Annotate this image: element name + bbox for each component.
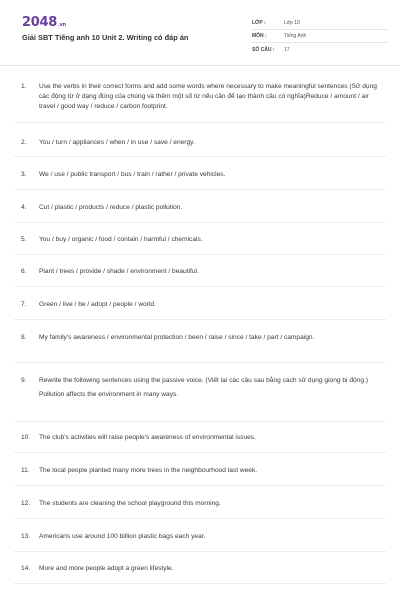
- divider: [14, 485, 386, 486]
- question-item: [0, 376, 400, 400]
- document-title: Giải SBT Tiếng anh 10 Unit 2. Writing có đáp án: [22, 33, 189, 42]
- divider: [14, 254, 386, 255]
- meta-value: Tiếng Anh: [284, 33, 307, 39]
- meta-value: Lớp 10: [284, 20, 300, 26]
- question-number: 11.: [21, 467, 30, 474]
- question-item: [0, 466, 400, 476]
- document-header: [0, 0, 400, 66]
- question-item: [0, 499, 400, 509]
- question-item: [0, 433, 400, 443]
- question-item: [0, 170, 400, 180]
- question-text: You / buy / organic / food / contain / harmful / chemicals.: [39, 236, 203, 243]
- question-text: Plant / trees / provide / shade / environment / beautiful.: [39, 268, 199, 275]
- question-item: [0, 138, 400, 148]
- question-number: 6.: [21, 268, 27, 275]
- question-number: 3.: [21, 171, 27, 178]
- question-text: Green / live / be / adopt / people / world.: [39, 301, 156, 308]
- meta-value: 17: [284, 46, 290, 53]
- divider: [14, 122, 386, 123]
- question-text: The club's activities will raise people's awareness of environmental issues.: [39, 434, 256, 441]
- divider: [14, 156, 386, 157]
- logo-domain: .vn: [57, 22, 66, 28]
- question-example: Pollution affects the environment in many ways.: [39, 391, 179, 398]
- meta-row-question-count: [252, 43, 388, 56]
- document-meta: [252, 17, 388, 56]
- question-number: 9.: [21, 377, 27, 384]
- meta-label: LỚP :: [252, 20, 266, 26]
- question-number: 2.: [21, 139, 27, 146]
- divider: [14, 452, 386, 453]
- question-item: [0, 532, 400, 542]
- divider: [14, 222, 386, 223]
- meta-label: SỐ CÂU :: [252, 46, 275, 53]
- question-item: [0, 300, 400, 310]
- question-number: 1.: [21, 83, 27, 90]
- question-text: The local people planted many more trees in the neighbourhood last week.: [39, 467, 258, 474]
- divider: [14, 518, 386, 519]
- question-text: More and more people adopt a green lifestyle.: [39, 565, 174, 572]
- divider: [14, 286, 386, 287]
- divider: [14, 583, 386, 584]
- question-number: 12.: [21, 500, 31, 507]
- question-item: [0, 82, 400, 112]
- question-item: [0, 267, 400, 277]
- question-item: [0, 333, 400, 343]
- question-number: 7.: [21, 301, 27, 308]
- question-text: You / turn / appliances / when / in use / save / energy.: [39, 139, 195, 146]
- divider: [14, 189, 386, 190]
- question-item: [0, 235, 400, 245]
- question-number: 10.: [21, 434, 31, 441]
- question-text: Use the verbs in their correct forms and add some words where necessary to make meaningful sentences (Sử dụng các động từ ở dạng đúng của chúng và thêm một số từ nếu cần để tạo thành câu có nghĩa)Reduce / amount / air travel / good way / reduce / carbon footprint.: [39, 83, 377, 110]
- divider: [14, 551, 386, 552]
- question-number: 8.: [21, 334, 27, 341]
- question-text: Americans use around 100 billion plastic bags each year.: [39, 533, 206, 540]
- question-text: Rewrite the following sentences using the passive voice. (Viết lại các câu sau bằng cách sử dụng giọng bị động.): [39, 377, 369, 384]
- question-body: [39, 376, 379, 400]
- question-number: 4.: [21, 204, 27, 211]
- divider: [14, 421, 386, 422]
- question-number: 5.: [21, 236, 27, 243]
- meta-row-subject: [252, 30, 388, 43]
- question-item: [0, 564, 400, 574]
- logo-main: 2048: [22, 15, 57, 30]
- question-text: My family's awareness / environmental protection / been / raise / since / take / part / campaign.: [39, 334, 315, 341]
- question-item: [0, 203, 400, 213]
- site-logo[interactable]: [22, 15, 66, 30]
- question-number: 14.: [21, 565, 31, 572]
- question-text: The students are cleaning the school playground this morning.: [39, 500, 221, 507]
- question-text: Cut / plastic / products / reduce / plastic pollution.: [39, 204, 183, 211]
- divider: [14, 319, 386, 320]
- divider: [14, 362, 386, 363]
- meta-row-class: [252, 17, 388, 30]
- question-number: 13.: [21, 533, 31, 540]
- meta-label: MÔN :: [252, 33, 267, 39]
- question-text: We / use / public transport / bus / train / rather / private vehicles.: [39, 171, 226, 178]
